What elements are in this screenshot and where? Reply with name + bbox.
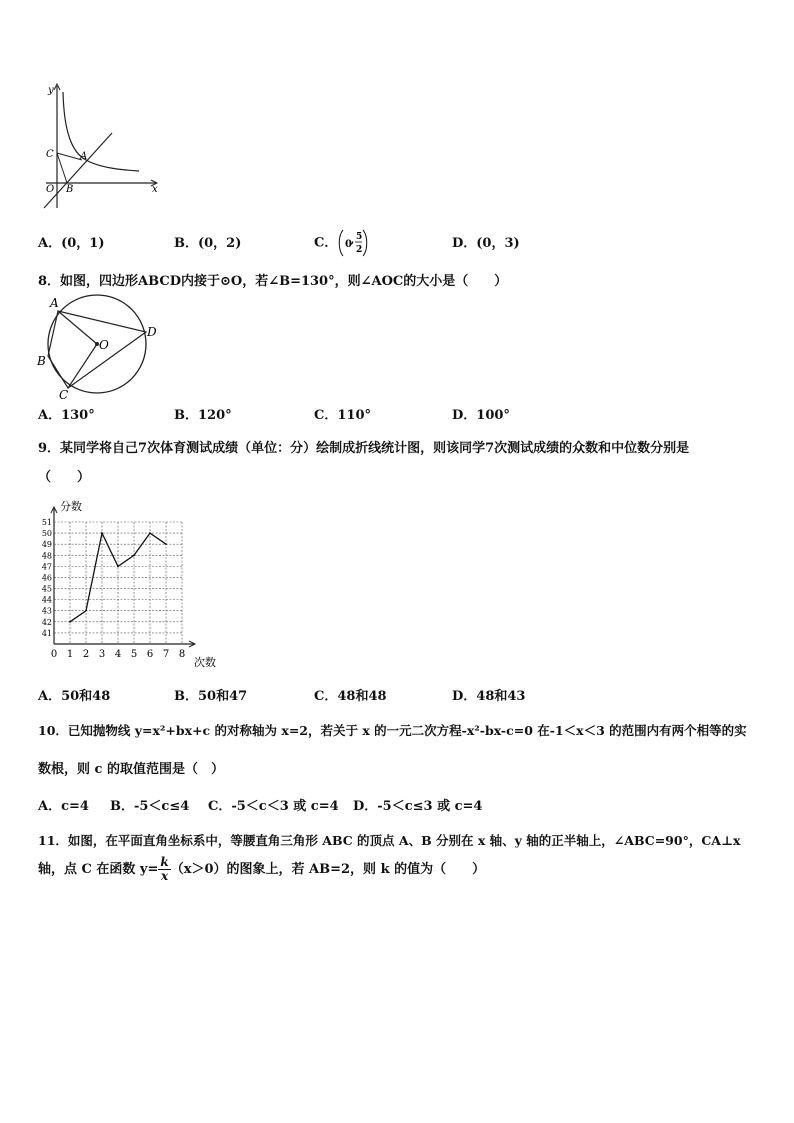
q10-option-c[interactable]: C．-5＜c＜3 或 c=4: [208, 799, 339, 814]
q9-option-b[interactable]: B．50和47: [174, 689, 248, 704]
q8-option-d[interactable]: D．100°: [452, 408, 510, 423]
q7-label-y: y: [48, 85, 54, 96]
q8-option-a[interactable]: A．130°: [38, 408, 95, 423]
q9-x-tick-label: 1: [66, 649, 74, 660]
q7-option-c-prefix: C．: [314, 235, 338, 251]
q9-chart-x-ticks: [51, 649, 185, 660]
q9-stem: 9．某同学将自己7次体育测试成绩（单位：分）绘制成折线统计图，则该同学7次测试成绩的众数和中位数分别是: [38, 441, 690, 456]
q9-data-point: [117, 565, 119, 567]
q8-label-b: B: [37, 354, 46, 368]
q9-y-tick-label: 45: [41, 584, 52, 594]
q8-label-c: C: [59, 388, 69, 400]
q9-y-tick-label: 42: [41, 617, 52, 627]
q7-figure: [38, 80, 168, 215]
q10-option-b[interactable]: B．-5＜c≤4: [110, 799, 190, 814]
q7-label-o: O: [46, 184, 55, 195]
q9-x-tick-label: 5: [130, 649, 138, 660]
svg-text:,: ,: [351, 236, 355, 246]
q9-x-tick-label: 2: [82, 649, 90, 660]
q9-y-tick-label: 44: [41, 595, 52, 605]
q7-option-c-math: [337, 228, 369, 258]
q7-option-c[interactable]: [314, 228, 369, 258]
q7-option-d[interactable]: D．(0，3): [452, 236, 520, 251]
q11-fraction-numerator: k: [160, 855, 169, 869]
q9-data-point: [133, 554, 135, 556]
q11-stem-line2-a: 轴，点 C 在函数 y=: [38, 862, 159, 877]
q8-label-d: D: [147, 325, 157, 339]
q7-label-b: B: [66, 184, 74, 195]
q9-data-point: [69, 621, 71, 623]
q7-line: [44, 133, 112, 208]
svg-text:2: 2: [356, 245, 363, 255]
q9-stem-cont: （ ）: [38, 470, 91, 485]
q9-chart-y-ticks: [42, 518, 52, 638]
q9-chart-grid: [54, 522, 182, 644]
q9-data-point: [85, 610, 87, 612]
q10-stem-line1: 10．已知抛物线 y=x²+bx+c 的对称轴为 x=2，若关于 x 的一元二次方程-x²-bx-c=0 在-1＜x＜3 的范围内有两个相等的实: [38, 723, 747, 738]
q9-y-tick-label: 47: [41, 562, 52, 572]
q9-y-tick-label: 41: [41, 628, 52, 638]
q9-x-tick-label: 6: [146, 649, 154, 660]
q8-quadrilateral: [48, 311, 146, 388]
q7-segment-cb: [57, 153, 67, 183]
q8-segment-co: [68, 344, 97, 388]
q11-stem-line2-b: （x＞0）的图象上，若 AB=2，则 k 的值为（ ）: [170, 862, 486, 877]
q9-x-tick-label: 3: [98, 649, 106, 660]
q11-stem-line1: 11．如图，在平面直角坐标系中，等腰直角三角形 ABC 的顶点 A、B 分别在 x 轴、y 轴的正半轴上，∠ABC=90°，CA⊥x: [38, 833, 741, 848]
q9-data-point: [149, 532, 151, 534]
q7-option-b[interactable]: B．(0，2): [174, 236, 242, 251]
q8-option-c[interactable]: C．110°: [314, 408, 371, 423]
q9-x-tick-label: 4: [114, 649, 122, 660]
q7-label-a: A: [80, 151, 88, 162]
q9-line-chart: [36, 494, 226, 674]
q9-option-c[interactable]: C．48和48: [314, 689, 387, 704]
svg-text:0: 0: [345, 239, 353, 250]
q9-y-tick-label: 48: [41, 551, 52, 561]
q11-fraction-denominator: x: [160, 869, 169, 883]
q9-y-tick-label: 46: [41, 573, 52, 583]
q10-option-a[interactable]: A．c=4: [38, 799, 89, 814]
q9-x-tick-label: 8: [178, 649, 186, 660]
q9-y-tick-label: 49: [41, 540, 52, 550]
q7-option-a[interactable]: A．(0，1): [38, 236, 105, 251]
q8-stem: 8．如图，四边形ABCD内接于⊙O，若∠B=130°，则∠AOC的大小是（ ）: [38, 274, 508, 289]
q9-chart-axes: [51, 507, 195, 647]
q8-option-b[interactable]: B．120°: [174, 408, 232, 423]
q8-label-o: O: [99, 338, 109, 352]
q9-x-tick-label: 7: [162, 649, 170, 660]
svg-text:5: 5: [356, 232, 363, 242]
q9-y-tick-label: 43: [41, 606, 52, 616]
q9-y-tick-label: 51: [41, 518, 52, 527]
q9-chart-ylabel: 分数: [60, 500, 82, 513]
q7-label-x: x: [152, 184, 158, 195]
q9-x-tick-label: 0: [50, 649, 58, 660]
q9-data-point: [101, 532, 103, 534]
q8-label-a: A: [50, 296, 59, 310]
q10-option-d[interactable]: D．-5＜c≤3 或 c=4: [353, 799, 483, 814]
q11-stem-line2: [38, 856, 485, 883]
q11-fraction: [158, 856, 170, 883]
q9-option-a[interactable]: A．50和48: [38, 689, 111, 704]
q7-label-c: C: [46, 149, 54, 160]
q9-y-tick-label: 50: [41, 529, 52, 539]
q9-option-d[interactable]: D．48和43: [452, 689, 526, 704]
q7-hyperbola: [63, 92, 139, 171]
q9-chart-xlabel: 次数: [194, 656, 216, 669]
q10-stem-line2: 数根，则 c 的取值范围是（ ）: [38, 762, 224, 777]
q9-data-point: [165, 543, 167, 545]
q8-figure: [36, 294, 166, 400]
